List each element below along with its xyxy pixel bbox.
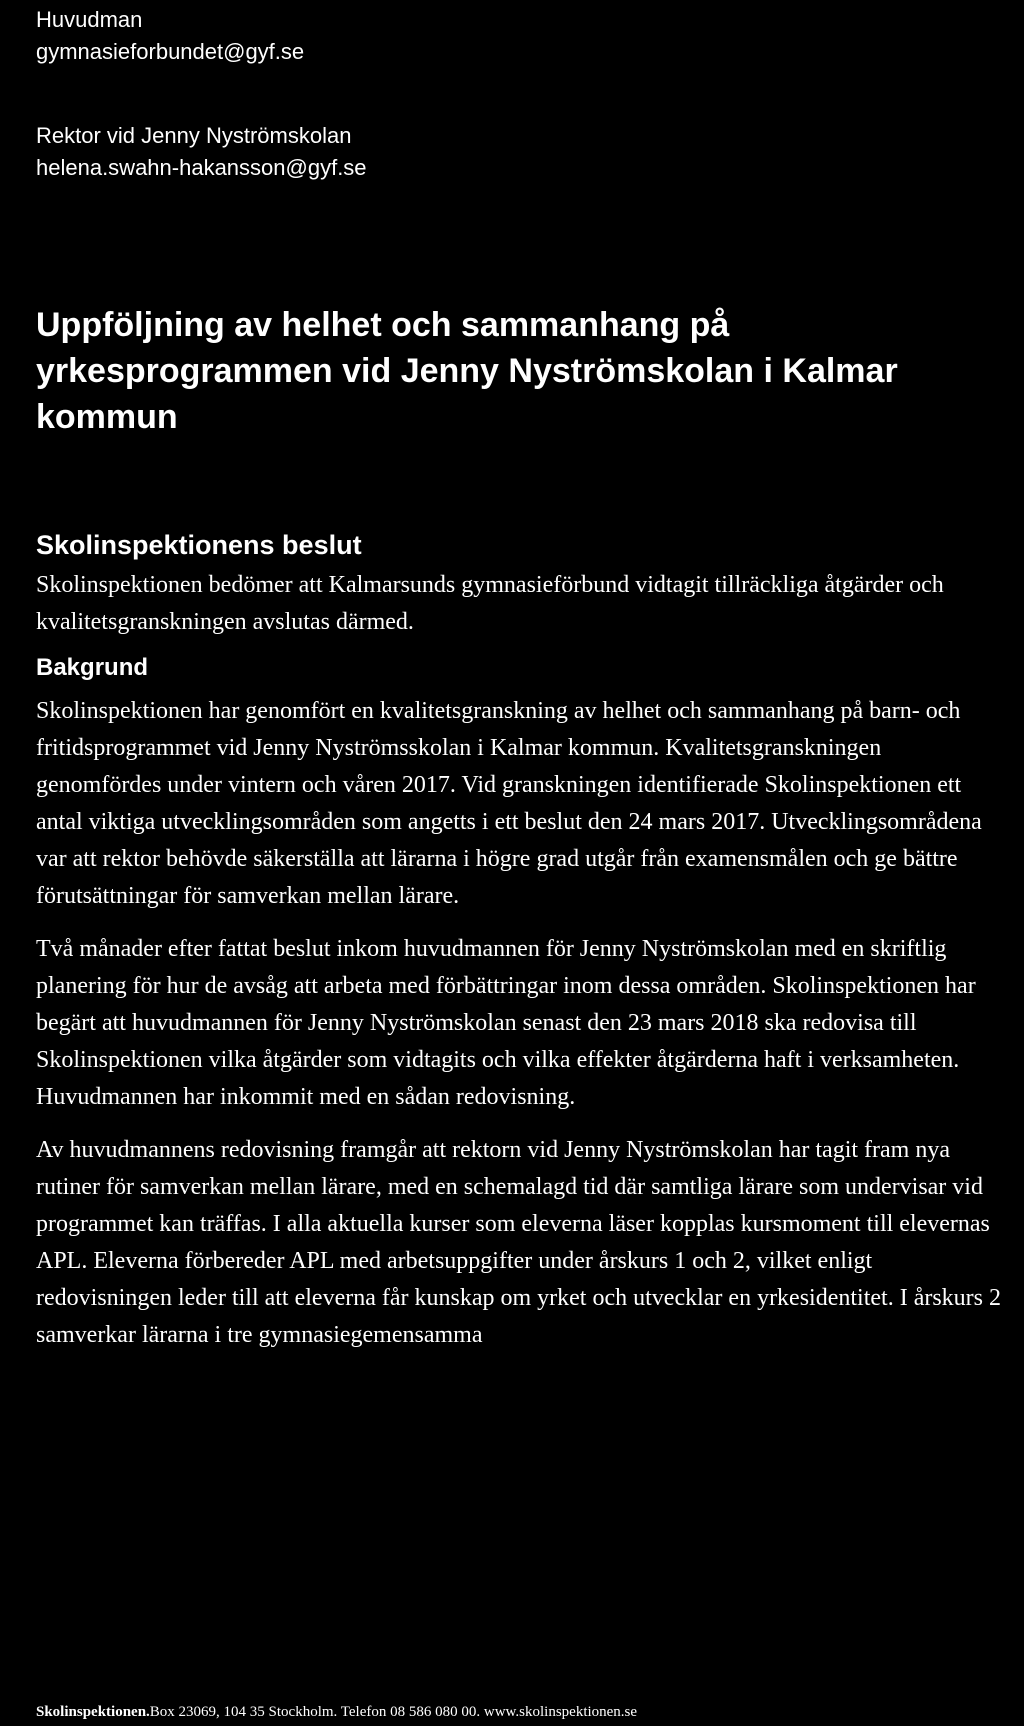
recipient-huvudman	[36, 4, 936, 68]
recipient-role: Rektor vid Jenny Nyströmskolan	[36, 123, 352, 148]
footer-contact-details: Box 23069, 104 35 Stockholm. Telefon 08 586 080 00. www.skolinspektionen.se	[149, 1704, 638, 1720]
background-paragraph: Av huvudmannens redovisning framgår att rektorn vid Jenny Nyströmskolan har tagit fram nya rutiner för samverkan mellan lärare, med en schemalagd tid där samtliga lärare som undervisar vid programmet kan träffas. I alla aktuella kurser som eleverna läser kopplas kursmoment till elevernas APL. Eleverna förbereder APL med arbetsuppgifter under årskurs 1 och 2, vilket enligt redovisningen leder till att eleverna får kunskap om yrket och utvecklar en yrkesidentitet. I årskurs 2 samverkar lärarna i tre gymnasiegemensamma	[36, 1137, 1002, 1348]
page-footer	[36, 1702, 637, 1722]
decision-heading: Skolinspektionens beslut	[36, 530, 362, 560]
decision-paragraph: Skolinspektionen bedömer att Kalmarsunds gymnasieförbund vidtagit tillräckliga åtgärder och kvalitetsgranskningen avslutas därmed.	[36, 572, 944, 635]
background-paragraph: Två månader efter fattat beslut inkom huvudmannen för Jenny Nyströmskolan med en skriftlig planering för hur de avsåg att arbeta med förbättringar inom dessa områden. Skolinspektionen har begärt att huvudmannen för Jenny Nyströmskolan senast den 23 mars 2018 ska redovisa till Skolinspektionen vilka åtgärder som vidtagits och vilka effekter åtgärderna haft i verksamheten. Huvudmannen har inkommit med en sådan redovisning.	[36, 936, 976, 1110]
background-paragraph: Skolinspektionen har genomfört en kvalitetsgranskning av helhet och sammanhang på barn- och fritidsprogrammet vid Jenny Nyströmsskolan i Kalmar kommun. Kvalitetsgranskningen genomfördes under vintern och våren 2017. Vid granskningen identifierade Skolinspektionen ett antal viktiga utvecklingsområden som angetts i ett beslut den 24 mars 2017. Utvecklingsområdena var att rektor behövde säkerställa att lärarna i högre grad utgår från examensmålen och ge bättre förutsättningar för samverkan mellan lärare.	[36, 698, 982, 909]
document-body	[36, 527, 1006, 1354]
recipient-email: gymnasieforbundet@gyf.se	[36, 39, 305, 64]
background-heading: Bakgrund	[36, 654, 149, 681]
recipient-rektor	[36, 120, 936, 184]
footer-organization: Skolinspektionen.	[36, 1704, 150, 1720]
recipient-email: helena.swahn-hakansson@gyf.se	[36, 155, 367, 180]
document-title: Uppföljning av helhet och sammanhang på yrkesprogrammen vid Jenny Nyströmskolan i Kalmar kommun	[36, 306, 898, 436]
recipient-role: Huvudman	[36, 7, 143, 32]
recipients-block	[36, 4, 936, 184]
